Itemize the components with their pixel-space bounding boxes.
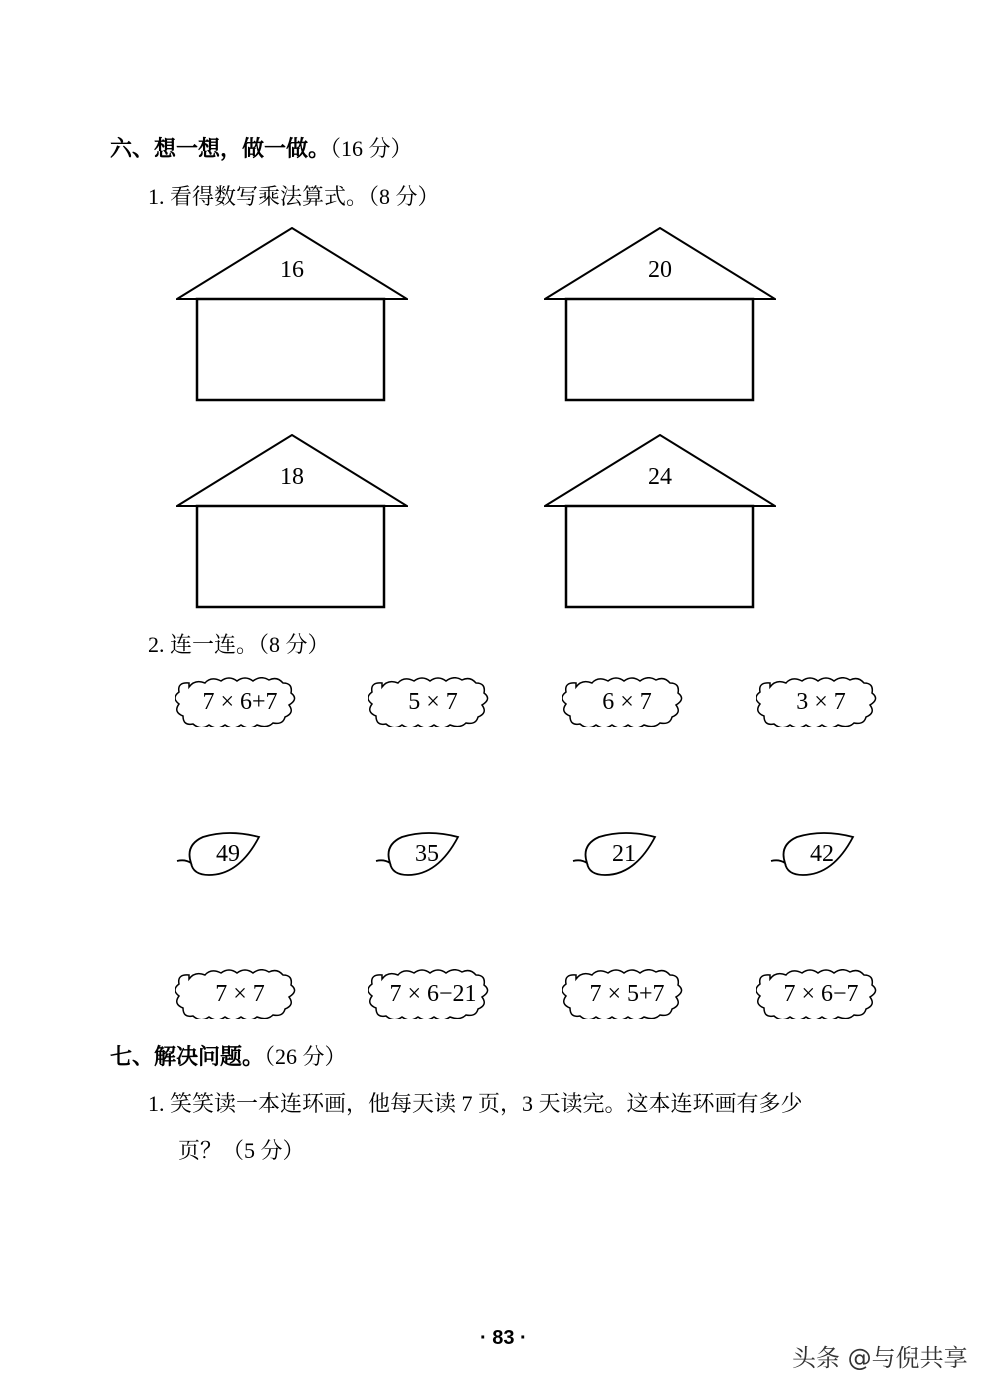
expression-cloud[interactable] bbox=[756, 677, 886, 727]
section-7-title: 七、解决问题。 bbox=[110, 1045, 265, 1070]
answer-leaf[interactable] bbox=[770, 829, 880, 879]
watermark: 头条 @与倪共享 bbox=[792, 1344, 968, 1372]
section-7-heading bbox=[110, 1040, 347, 1071]
house-product: 18 bbox=[280, 464, 304, 490]
house-icon bbox=[544, 434, 776, 610]
section-6-heading bbox=[110, 132, 413, 163]
answer-leaf[interactable] bbox=[375, 829, 485, 879]
expression-text: 7 × 6−21 bbox=[389, 981, 477, 1007]
expression-text: 7 × 7 bbox=[215, 981, 265, 1007]
problem-1-line-1: 1. 笑笑读一本连环画，他每天读 7 页，3 天读完。这本连环画有多少 bbox=[148, 1091, 803, 1116]
section-7-points: （26 分） bbox=[264, 1044, 347, 1069]
expression-cloud[interactable] bbox=[368, 969, 498, 1019]
expression-cloud[interactable] bbox=[368, 677, 498, 727]
expression-cloud[interactable] bbox=[562, 969, 692, 1019]
problem-1-line-2: 页？（5 分） bbox=[178, 1138, 305, 1163]
expression-cloud[interactable] bbox=[175, 969, 305, 1019]
answer-leaf[interactable] bbox=[176, 829, 286, 879]
question-2-label: 2. 连一连。（8 分） bbox=[148, 632, 330, 657]
answer-value: 35 bbox=[415, 841, 439, 867]
expression-text: 7 × 6−7 bbox=[783, 981, 859, 1007]
answer-leaf[interactable] bbox=[572, 829, 682, 879]
expression-text: 6 × 7 bbox=[602, 689, 652, 715]
house-product: 16 bbox=[280, 257, 304, 283]
section-6-points: （16 分） bbox=[330, 136, 413, 161]
page-number: · 83 · bbox=[480, 1327, 527, 1349]
house-4 bbox=[544, 434, 776, 616]
answer-value: 21 bbox=[612, 841, 636, 867]
house-product: 24 bbox=[648, 464, 672, 490]
section-6-title: 六、想一想，做一做。 bbox=[110, 137, 331, 162]
house-icon bbox=[544, 227, 776, 403]
house-icon bbox=[176, 227, 408, 403]
expression-text: 5 × 7 bbox=[408, 689, 458, 715]
expression-cloud[interactable] bbox=[175, 677, 305, 727]
expression-cloud[interactable] bbox=[756, 969, 886, 1019]
answer-value: 49 bbox=[216, 841, 240, 867]
expression-text: 7 × 6+7 bbox=[202, 689, 278, 715]
question-1-label: 1. 看得数写乘法算式。（8 分） bbox=[148, 184, 440, 209]
house-3 bbox=[176, 434, 408, 616]
house-2 bbox=[544, 227, 776, 409]
house-icon bbox=[176, 434, 408, 610]
expression-text: 7 × 5+7 bbox=[589, 981, 665, 1007]
answer-value: 42 bbox=[810, 841, 834, 867]
house-product: 20 bbox=[648, 257, 672, 283]
house-1 bbox=[176, 227, 408, 409]
expression-text: 3 × 7 bbox=[796, 689, 846, 715]
expression-cloud[interactable] bbox=[562, 677, 692, 727]
